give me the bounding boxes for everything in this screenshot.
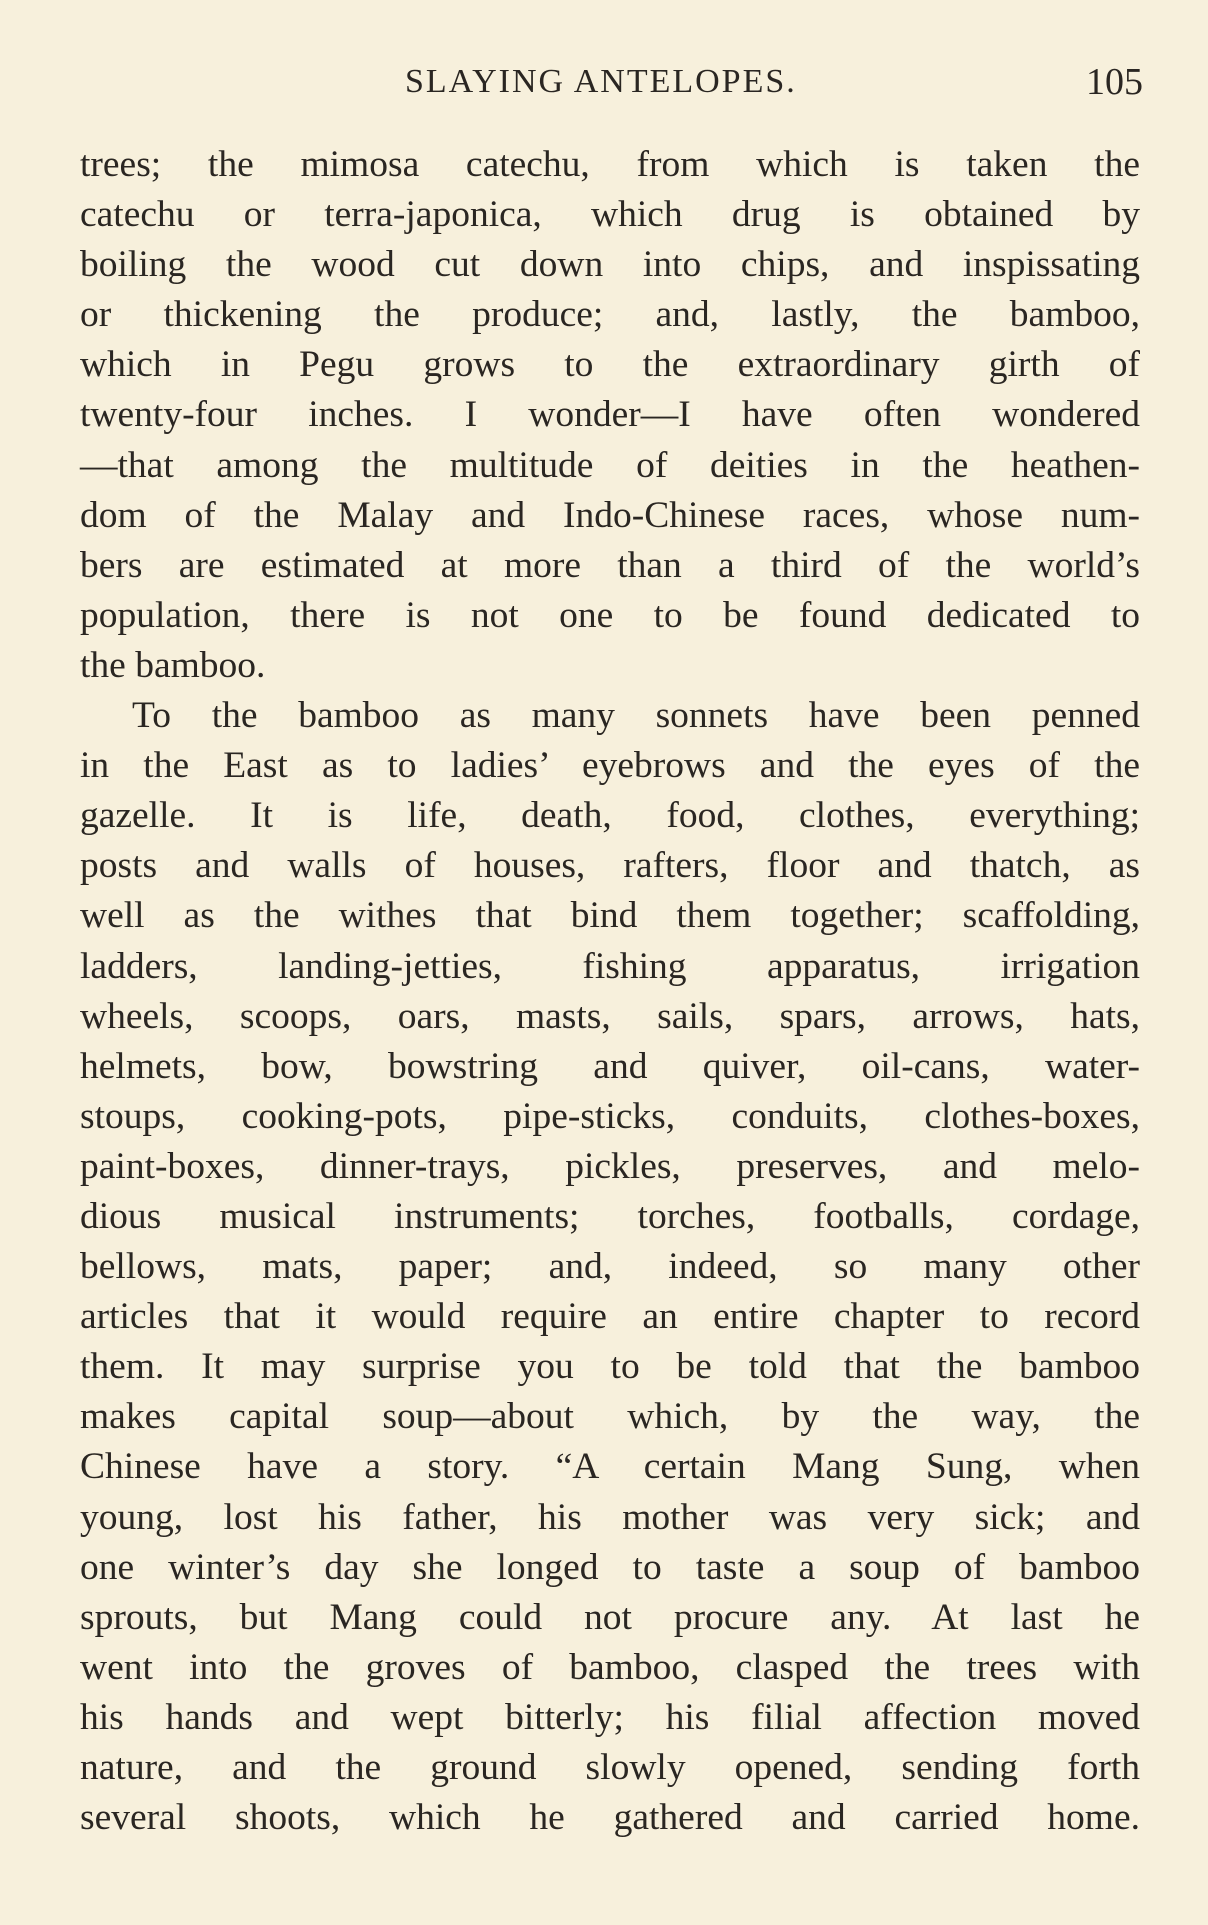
text-line: makes capital soup—about which, by the way, the [80, 1396, 1140, 1438]
text-line: twenty-four inches. I wonder—I have often wondered [80, 394, 1140, 436]
text-line: boiling the wood cut down into chips, and inspissating [80, 244, 1140, 286]
text-line: bellows, mats, paper; and, indeed, so many other [80, 1246, 1140, 1288]
text-line: helmets, bow, bowstring and quiver, oil-cans, water- [80, 1045, 1140, 1087]
text-line: young, lost his father, his mother was very sick; and [80, 1496, 1140, 1538]
text-line: them. It may surprise you to be told that the bamboo [80, 1346, 1140, 1388]
text-line: ladders, landing-jetties, fishing apparatus, irrigation [80, 945, 1140, 987]
text-line: dious musical instruments; torches, footballs, cordage, [80, 1195, 1140, 1237]
text-line: one winter’s day she longed to taste a soup of bamboo [80, 1546, 1140, 1588]
text-line: wheels, scoops, oars, masts, sails, spars, arrows, hats, [80, 995, 1140, 1037]
text-line: posts and walls of houses, rafters, floor and thatch, as [80, 845, 1140, 887]
text-line: dom of the Malay and Indo-Chinese races, whose num- [80, 494, 1140, 536]
text-line: several shoots, which he gathered and carried home. [80, 1797, 1140, 1839]
text-line: articles that it would require an entire chapter to record [80, 1296, 1140, 1338]
text-line: Chinese have a story. “A certain Mang Sung, when [80, 1446, 1140, 1488]
text-line: sprouts, but Mang could not procure any. At last he [80, 1596, 1140, 1638]
text-line: To the bamboo as many sonnets have been penned [132, 695, 1140, 737]
text-line: or thickening the produce; and, lastly, the bamboo, [80, 294, 1140, 336]
text-line: which in Pegu grows to the extraordinary girth of [80, 344, 1140, 386]
text-line: stoups, cooking-pots, pipe-sticks, conduits, clothes-boxes, [80, 1095, 1140, 1137]
text-line: in the East as to ladies’ eyebrows and the eyes of the [80, 745, 1140, 787]
text-line: his hands and wept bitterly; his filial affection moved [80, 1696, 1140, 1738]
text-line: bers are estimated at more than a third of the world’s [80, 544, 1140, 586]
running-header [80, 60, 1143, 104]
text-line: paint-boxes, dinner-trays, pickles, preserves, and melo- [80, 1145, 1140, 1187]
text-line: nature, and the ground slowly opened, sending forth [80, 1747, 1140, 1788]
text-line: the bamboo. [80, 644, 266, 686]
body-text [80, 140, 1140, 1843]
text-line: went into the groves of bamboo, clasped the trees with [80, 1646, 1140, 1688]
text-line: trees; the mimosa catechu, from which is taken the [80, 144, 1140, 185]
text-line: population, there is not one to be found dedicated to [80, 594, 1140, 636]
text-line: well as the withes that bind them together; scaffolding, [80, 895, 1140, 937]
text-line: —that among the multitude of deities in the heathen- [80, 444, 1140, 486]
text-line: catechu or terra-japonica, which drug is obtained by [80, 194, 1140, 236]
text-line: gazelle. It is life, death, food, clothes, everything; [80, 795, 1140, 837]
running-title: SLAYING ANTELOPES. [405, 63, 797, 100]
page-number: 105 [1086, 61, 1143, 103]
